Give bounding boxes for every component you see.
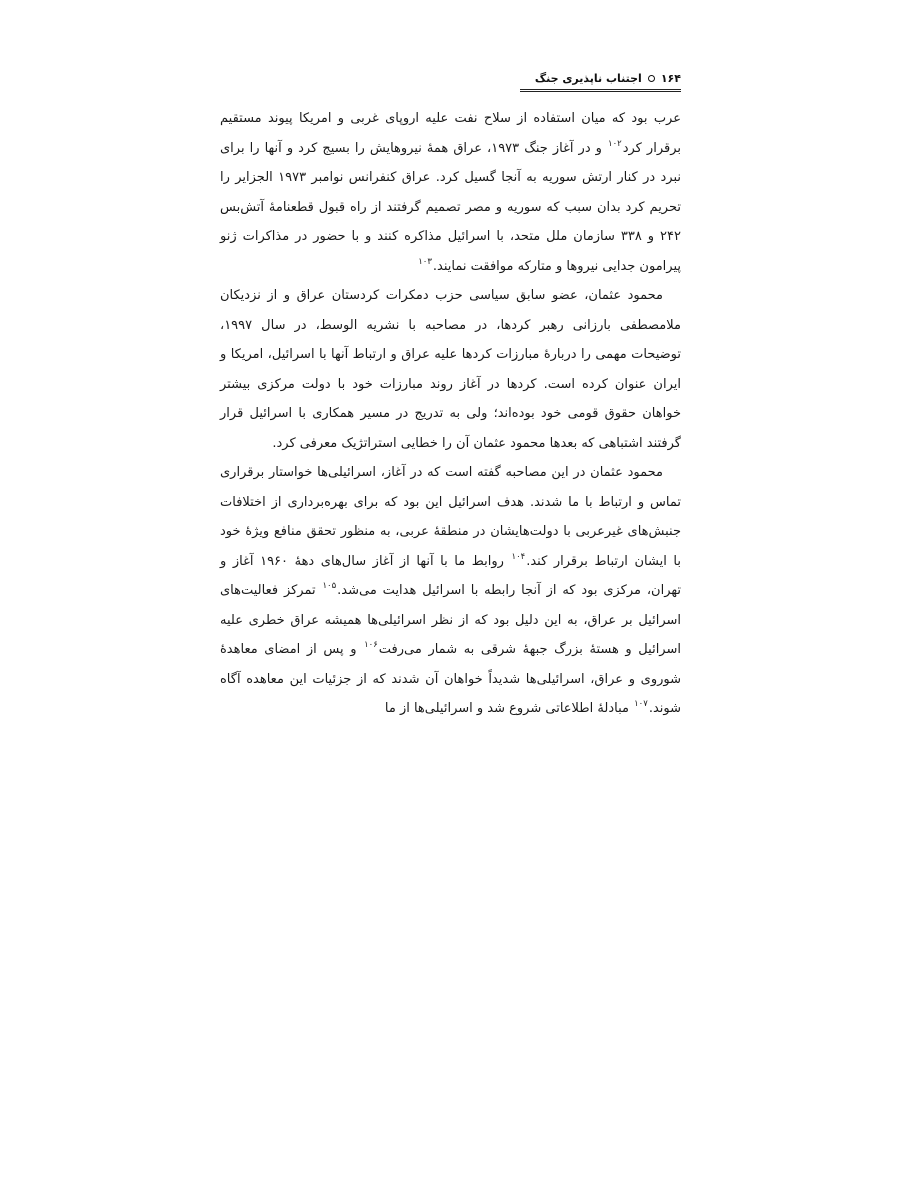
header-rule <box>520 89 681 92</box>
text-segment: محمود عثمان در این مصاحبه گفته است که در آغاز، اسرائیلی‌ها خواستار برقراری تماس و ارتباط با ما شدند. هدف اسرائیل این بود که برای بهره‌برداری از اختلافات جنبش‌های غیرعربی با دولت‌هایشان در منطقهٔ عربی، به منظور تحقق منافع ویژهٔ خود با ایشان ارتباط برقرار کند. <box>220 465 681 569</box>
running-head <box>520 66 681 90</box>
footnote-ref: ۱۰۳ <box>418 256 432 267</box>
footnote-ref: ۱۰۲ <box>608 138 622 149</box>
text-segment: تمرکز فعالیت‌های اسرائیل بر عراق، به این دلیل بود که از نظر اسرائیلی‌ها همیشه عراق خطری علیه اسرائیل و هستهٔ بزرگ جبههٔ شرقی به شمار می‌رفت <box>220 583 681 657</box>
circle-separator-icon <box>648 75 655 82</box>
paragraph: محمود عثمان، عضو سابق سیاسی حزب دمکرات کردستان عراق و از نزدیکان ملامصطفی بارزانی رهبر کردها، در مصاحبه با نشریه الوسط، در سال ۱۹۹۷، توضیحات مهمی را دربارهٔ مبارزات کردها علیه عراق و ارتباط آنها با اسرائیل، امریکا و ایران عنوان کرده است. کردها در آغاز روند مبارزات خود با دولت مرکزی بیشتر خواهان حقوق قومی خود بوده‌اند؛ ولی به تدریج در مسیر همکاری با اسرائیل قرار گرفتند اشتباهی که بعدها محمود عثمان آن را خطایی استراتژیک معرفی کرد. <box>220 288 681 451</box>
page-number: ۱۶۴ <box>660 71 681 85</box>
body-text <box>220 104 681 724</box>
footnote-ref: ۱۰۶ <box>364 640 378 650</box>
paragraph <box>220 104 681 281</box>
footnote-ref: ۱۰۷ <box>634 699 648 709</box>
footnote-ref: ۱۰۵ <box>322 581 337 591</box>
text-segment: روابط ما با آنها از آغاز سال‌های دههٔ ۱۹۶۰ آغاز و تهران، مرکزی بود که از آنجا رابطه با اسرائیل هدایت می‌شد. <box>220 553 681 598</box>
footnote-ref: ۱۰۴ <box>511 551 526 562</box>
book-title: اجتناب ناپذیری جنگ <box>534 71 642 85</box>
text-segment: مبادلهٔ اطلاعاتی شروع شد و اسرائیلی‌ها از ما <box>384 701 634 716</box>
text-segment: عرب بود که میان استفاده از سلاح نفت علیه اروپای غربی و امریکا پیوند مستقیم برقرار کرد <box>220 111 681 156</box>
text-segment: و در آغاز جنگ ۱۹۷۳، عراق همهٔ نیروهایش را بسیج کرد و آنها را برای نبرد در کنار ارتش سوریه به آنجا گسیل کرد. عراق کنفرانس نوامبر ۱۹۷۳ الجزایر را تحریم کرد بدان سبب که سوریه و مصر تصمیم گرفتند از راه قبول قطعنامهٔ آتش‌بس ۲۴۲ و ۳۳۸ سازمان ملل متحد، با اسرائیل مذاکره کنند و با حضور در مذاکرات ژنو پیرامون جدایی نیروها و متارکه موافقت نمایند. <box>220 140 681 274</box>
text-segment: و پس از امضای معاهدهٔ شوروی و عراق، اسرائیلی‌ها شدیداً خواهان آن شدند که از جزئیات این معاهده آگاه شوند. <box>220 642 681 716</box>
paragraph <box>220 458 681 724</box>
